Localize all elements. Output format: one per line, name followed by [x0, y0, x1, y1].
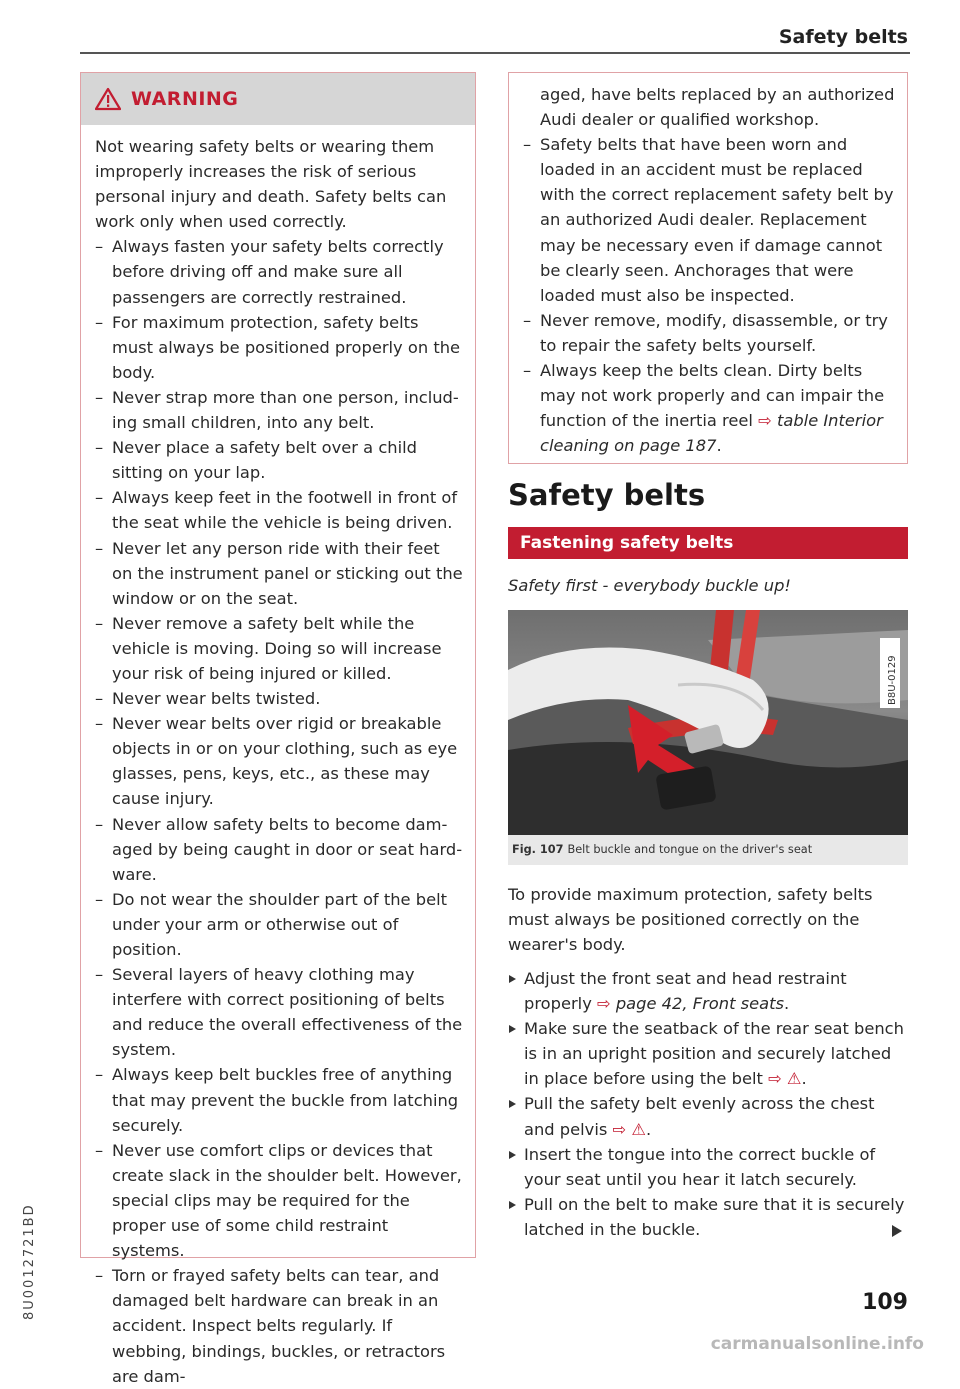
reference-arrow-icon: ⇨	[597, 994, 616, 1014]
warning-item: – Never use comfort clips or devices that create slack in the shoulder belt. However, special clips may be required for the proper use of some child restraint systems.	[95, 1138, 463, 1263]
warning-item: – Never place a safety belt over a child sitting on your lap.	[95, 435, 463, 485]
step-text: Insert the tongue into the correct buckle of your seat until you hear it latch securely.	[524, 1144, 876, 1189]
instruction-step	[508, 1142, 908, 1192]
warning-header	[81, 73, 475, 125]
warning-item: – Safety belts that have been worn and loaded in an accident must be replaced with the correct replacement safety belt by an authorized Audi dealer. Replacement may be necessary even if damage cannot be clearly seen. Anchorages that were loaded must also be inspected.	[523, 132, 895, 308]
reference-arrow-icon: ⇨	[758, 411, 777, 431]
warning-ref-icon[interactable]: ⚠	[786, 1069, 802, 1089]
step-text: Pull the safety belt evenly across the chest and pelvis	[524, 1094, 875, 1139]
document-code: 8U0012721BD	[22, 1203, 37, 1320]
warning-item: – Do not wear the shoulder part of the belt under your arm or otherwise out of position.	[95, 887, 463, 962]
body-paragraph: To provide maximum protection, safety belts must always be positioned correctly on the wearer's body.	[508, 885, 873, 955]
warning-list	[95, 234, 463, 1388]
warning-item-text: Always keep the belts clean. Dirty belts may not work properly and can impair the function of the inertia reel	[540, 361, 885, 431]
watermark: carmanualsonline.info	[710, 1334, 924, 1354]
warning-item: – Never remove, modify, disassemble, or try to repair the safety belts yourself.	[523, 308, 895, 358]
instruction-step	[508, 1091, 908, 1141]
step-text: Adjust the front seat and head restraint properly	[524, 969, 847, 1014]
page-number: 109	[862, 1290, 908, 1315]
warning-item: – Never let any person ride with their feet on the instrument panel or sticking out the window or on the seat.	[95, 536, 463, 611]
punctuation: .	[801, 1069, 807, 1089]
warning-item: – Always keep belt buckles free of anything that may prevent the buckle from latching securely.	[95, 1062, 463, 1137]
instruction-steps	[508, 966, 908, 1242]
warning-item: – Never wear belts twisted.	[95, 686, 463, 711]
subsection-title: Fastening safety belts	[508, 527, 908, 559]
cross-reference-link[interactable]: table Interior cleaning on page 187	[540, 411, 883, 456]
punctuation: .	[645, 1119, 652, 1139]
punctuation: .	[716, 436, 722, 456]
instruction-step	[508, 1192, 908, 1242]
punctuation: .	[784, 994, 790, 1014]
warning-item: – Always keep feet in the footwell in front of the seat while the vehicle is being driven.	[95, 485, 463, 535]
instruction-step	[508, 966, 908, 1016]
warning-item: – For maximum protection, safety belts must always be positioned properly on the body.	[95, 310, 463, 385]
warning-list-continued	[523, 132, 895, 458]
running-header: Safety belts	[778, 26, 908, 48]
section-intro: Safety first - everybody buckle up!	[508, 576, 791, 595]
reference-arrow-icon: ⇨	[612, 1119, 632, 1139]
continued-arrow-icon	[892, 1225, 902, 1237]
warning-body	[81, 125, 475, 1389]
figure-caption-text: Belt buckle and tongue on the driver's seat	[567, 843, 813, 856]
warning-label: WARNING	[131, 88, 239, 110]
warning-box	[80, 72, 476, 1386]
warning-item: – Never allow safety belts to become damaged by being caught in door or seat hardware.	[95, 812, 463, 887]
warning-item: – Several layers of heavy clothing may interfere with correct positioning of belts and reduce the overall effectiveness of the system.	[95, 962, 463, 1062]
step-text: Pull on the belt to make sure that it is securely latched in the buckle.	[524, 1194, 905, 1239]
warning-item: – Always fasten your safety belts correctly before driving off and make sure all passengers are correctly restrained.	[95, 234, 463, 309]
cross-reference-link[interactable]: page 42, Front seats	[615, 994, 784, 1014]
warning-item	[523, 358, 895, 458]
warning-intro: Not wearing safety belts or wearing them improperly increases the risk of serious personal injury and death. Safety belts can work only when used correctly.	[95, 137, 447, 232]
figure-number: Fig. 107	[512, 843, 564, 856]
section-title: Safety belts	[508, 478, 706, 512]
figure-caption	[508, 835, 908, 865]
warning-item: – Never remove a safety belt while the vehicle is moving. Doing so will increase your risk of being injured or killed.	[95, 611, 463, 686]
warning-ref-icon[interactable]: ⚠	[631, 1119, 646, 1139]
header-rule	[80, 52, 910, 54]
seat-belt-buckle-photo	[508, 610, 908, 835]
instruction-step	[508, 1016, 908, 1091]
figure	[508, 610, 908, 865]
warning-box-continued	[508, 72, 908, 464]
warning-item: – Never strap more than one person, including small children, into any belt.	[95, 385, 463, 435]
warning-triangle-icon	[95, 87, 121, 111]
warning-item: – Torn or frayed safety belts can tear, and damaged belt hardware can break in an accident. Inspect belts regularly. If webbing, bindings, buckles, or retractors are dam-	[95, 1263, 463, 1388]
warning-item-continued: aged, have belts replaced by an authorized Audi dealer or qualified workshop.	[540, 85, 895, 130]
warning-item: – Never wear belts over rigid or breakable objects in or on your clothing, such as eye glasses, pens, keys, etc., as these may cause injury.	[95, 711, 463, 811]
reference-arrow-icon: ⇨	[768, 1069, 787, 1089]
image-code: B8U-0129	[887, 655, 898, 705]
step-text: Make sure the seatback of the rear seat bench is in an upright position and securely latched in place before using the belt	[524, 1019, 904, 1089]
